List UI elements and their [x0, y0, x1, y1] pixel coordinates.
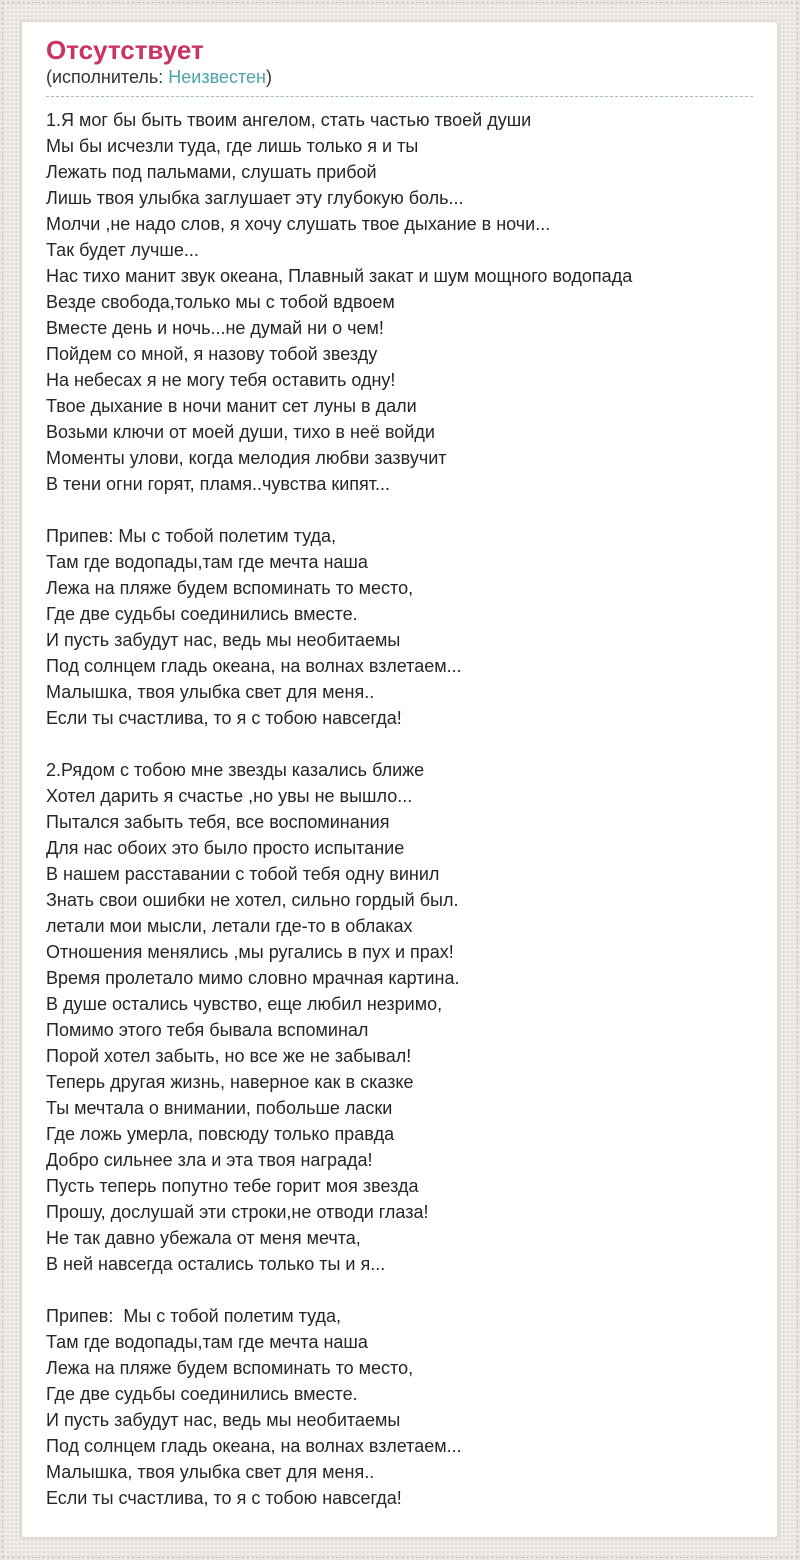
- lyric-line: Там где водопады,там где мечта наша: [46, 1332, 368, 1352]
- lyrics-card: [21, 21, 778, 1538]
- lyric-line: Хотел дарить я счастье ,но увы не вышло...: [46, 786, 413, 806]
- lyric-blank-line: [46, 1277, 753, 1303]
- lyric-line: В ней навсегда остались только ты и я...: [46, 1254, 386, 1274]
- lyric-line: Под солнцем гладь океана, на волнах взлетаем...: [46, 1436, 462, 1456]
- lyric-line: Пусть теперь попутно тебе горит моя звезда: [46, 1176, 419, 1196]
- lyric-line: Нас тихо манит звук океана, Плавный закат и шум мощного водопада: [46, 266, 633, 286]
- lyric-line: В душе остались чувство, еще любил незримо,: [46, 994, 443, 1014]
- lyric-line: Пытался забыть тебя, все воспоминания: [46, 812, 390, 832]
- lyric-line: Моменты улови, когда мелодия любви зазвучит: [46, 448, 447, 468]
- lyric-line: Не так давно убежала от меня мечта,: [46, 1228, 361, 1248]
- lyric-line: Где две судьбы соединились вместе.: [46, 604, 358, 624]
- lyric-line: Прошу, дослушай эти строки,не отводи глаза!: [46, 1202, 429, 1222]
- lyric-line: На небесах я не могу тебя оставить одну!: [46, 370, 396, 390]
- lyric-line: Лежа на пляже будем вспоминать то место,: [46, 1358, 414, 1378]
- lyric-line: Возьми ключи от моей души, тихо в неё войди: [46, 422, 435, 442]
- lyric-line: Мы бы исчезли туда, где лишь только я и ты: [46, 136, 419, 156]
- lyric-line: Время пролетало мимо словно мрачная картина.: [46, 968, 460, 988]
- lyric-line: Если ты счастлива, то я с тобою навсегда!: [46, 1488, 402, 1508]
- lyric-line: Знать свои ошибки не хотел, сильно гордый был.: [46, 890, 459, 910]
- page-title: Отсутствует: [46, 35, 204, 65]
- lyric-blank-line: [46, 731, 753, 757]
- lyric-line: Везде свобода,только мы с тобой вдвоем: [46, 292, 395, 312]
- lyric-line: Лишь твоя улыбка заглушает эту глубокую боль...: [46, 188, 464, 208]
- lyric-line: В нашем расставании с тобой тебя одну винил: [46, 864, 440, 884]
- lyric-line: Твое дыхание в ночи манит сет луны в дали: [46, 396, 417, 416]
- lyric-line: Где ложь умерла, повсюду только правда: [46, 1124, 395, 1144]
- lyric-line: Где две судьбы соединились вместе.: [46, 1384, 358, 1404]
- song-header: [46, 34, 753, 97]
- lyric-line: Если ты счастлива, то я с тобою навсегда!: [46, 708, 402, 728]
- lyric-line: Малышка, твоя улыбка свет для меня..: [46, 682, 375, 702]
- lyric-line: 2.Рядом с тобою мне звезды казались ближе: [46, 760, 425, 780]
- lyric-line: Вместе день и ночь...не думай ни о чем!: [46, 318, 384, 338]
- lyric-line: Там где водопады,там где мечта наша: [46, 552, 368, 572]
- lyric-line: И пусть забудут нас, ведь мы необитаемы: [46, 630, 401, 650]
- lyric-line: Так будет лучше...: [46, 240, 199, 260]
- lyric-line: Под солнцем гладь океана, на волнах взлетаем...: [46, 656, 462, 676]
- lyric-line: В тени огни горят, пламя..чувства кипят...: [46, 474, 391, 494]
- lyric-line: Порой хотел забыть, но все же не забывал!: [46, 1046, 412, 1066]
- lyric-line: Добро сильнее зла и эта твоя награда!: [46, 1150, 373, 1170]
- lyric-line: И пусть забудут нас, ведь мы необитаемы: [46, 1410, 401, 1430]
- lyric-line: Припев: Мы с тобой полетим туда,: [46, 526, 337, 546]
- lyric-line: Лежа на пляже будем вспоминать то место,: [46, 578, 414, 598]
- lyric-line: Ты мечтала о внимании, побольше ласки: [46, 1098, 393, 1118]
- lyric-line: Теперь другая жизнь, наверное как в сказке: [46, 1072, 414, 1092]
- lyric-line: Молчи ,не надо слов, я хочу слушать твое дыхание в ночи...: [46, 214, 551, 234]
- artist-line: [46, 66, 753, 88]
- lyric-line: Малышка, твоя улыбка свет для меня..: [46, 1462, 375, 1482]
- lyric-line: 1.Я мог бы быть твоим ангелом, стать частью твоей души: [46, 110, 532, 130]
- artist-link[interactable]: Неизвестен: [168, 67, 266, 87]
- artist-label-suffix: ): [265, 67, 272, 87]
- lyrics-text: [46, 107, 753, 1511]
- lyric-line: летали мои мысли, летали где-то в облаках: [46, 916, 413, 936]
- lyric-line: Пойдем со мной, я назову тобой звезду: [46, 344, 378, 364]
- lyric-line: Припев: Мы с тобой полетим туда,: [46, 1306, 342, 1326]
- lyric-line: Для нас обоих это было просто испытание: [46, 838, 405, 858]
- lyric-line: Отношения менялись ,мы ругались в пух и прах!: [46, 942, 454, 962]
- lyric-line: Помимо этого тебя бывала вспоминал: [46, 1020, 369, 1040]
- lyric-line: Лежать под пальмами, слушать прибой: [46, 162, 377, 182]
- artist-label-prefix: (исполнитель:: [46, 67, 169, 87]
- lyric-blank-line: [46, 497, 753, 523]
